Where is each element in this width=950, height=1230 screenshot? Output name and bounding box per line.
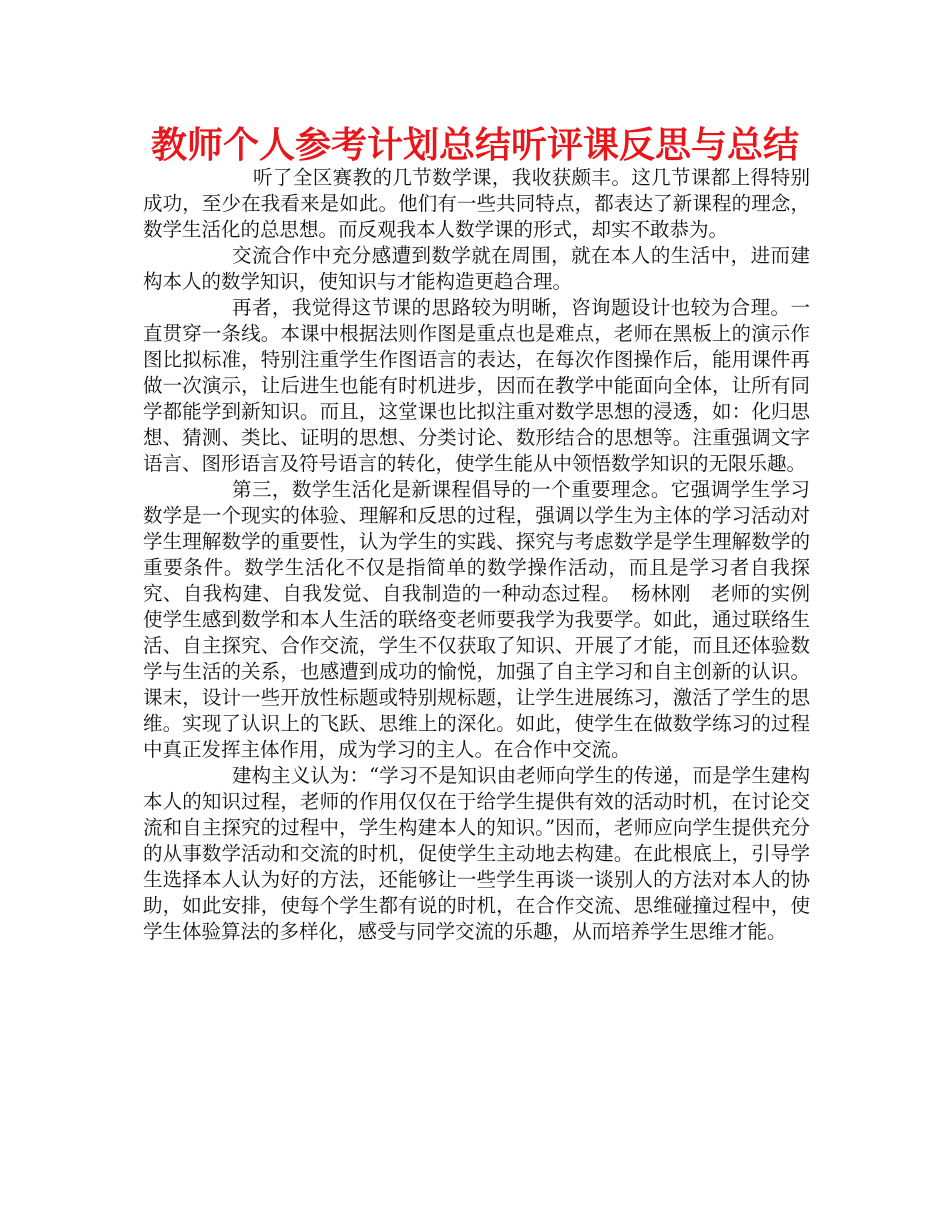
paragraph-1: 听了全区赛教的几节数学课，我收获颇丰。这几节课都上得特别成功，至少在我看来是如此。他们有一些共同特点，都表达了新课程的理念，数学生活化的总思想。而反观我本人数学课的形式，却实不敢恭为。 <box>143 166 810 241</box>
paragraph-2: 交流合作中充分感遭到数学就在周围，就在本人的生活中，进而建构本人的数学知识，使知识与才能构造更趋合理。 <box>143 244 810 293</box>
paragraph-3: 再者，我觉得这节课的思路较为明晰，咨询题设计也较为合理。一直贯穿一条线。本课中根据法则作图是重点也是难点，老师在黑板上的演示作图比拟标准，特别注重学生作图语言的表达，在每次作图操作后，能用课件再做一次演示，让后进生也能有时机进步，因而在教学中能面向全体，让所有同学都能学到新知识。而且，这堂课也比拟注重对数学思想的浸透，如：化归思想、猜测、类比、证明的思想、分类讨论、数形结合的思想等。注重强调文字语言、图形语言及符号语言的转化，使学生能从中领悟数学知识的无限乐趣。 <box>143 296 810 475</box>
paragraph-4: 第三，数学生活化是新课程倡导的一个重要理念。它强调学生学习数学是一个现实的体验、理解和反思的过程，强调以学生为主体的学习活动对学生理解数学的重要性，认为学生的实践、探究与考虑数学是学生理解数学的重要条件。数学生活化不仅是指简单的数学操作活动，而且是学习者自我探究、自我构建、自我发觉、自我制造的一种动态过程。 杨林刚 老师的实例使学生感到数学和本人生活的联络变老师要我学为我要学。如此，通过联络生活、自主探究、合作交流，学生不仅获取了知识、开展了才能，而且还体验数学与生活的关系，也感遭到成功的愉悦，加强了自主学习和自主创新的认识。课末，设计一些开放性标题或特别规标题，让学生进展练习，激活了学生的思维。实现了认识上的飞跃、思维上的深化。如此，使学生在做数学练习的过程中真正发挥主体作用，成为学习的主人。在合作中交流。 <box>143 478 810 761</box>
document-title: 教师个人参考计划总结听评课反思与总结 <box>150 125 799 166</box>
document-body <box>143 165 810 945</box>
paragraph-5: 建构主义认为：“学习不是知识由老师向学生的传递，而是学生建构本人的知识过程，老师的作用仅仅在于给学生提供有效的活动时机，在讨论交流和自主探究的过程中，学生构建本人的知识。”因而，老师应向学生提供充分的从事数学活动和交流的时机，促使学生主动地去构建。在此根底上，引导学生选择本人认为好的方法，还能够让一些学生再谈一谈别人的方法对本人的协助，如此安排，使每个学生都有说的时机，在合作交流、思维碰撞过程中，使学生体验算法的多样化，感受与同学交流的乐趣，从而培养学生思维才能。 <box>143 764 810 943</box>
